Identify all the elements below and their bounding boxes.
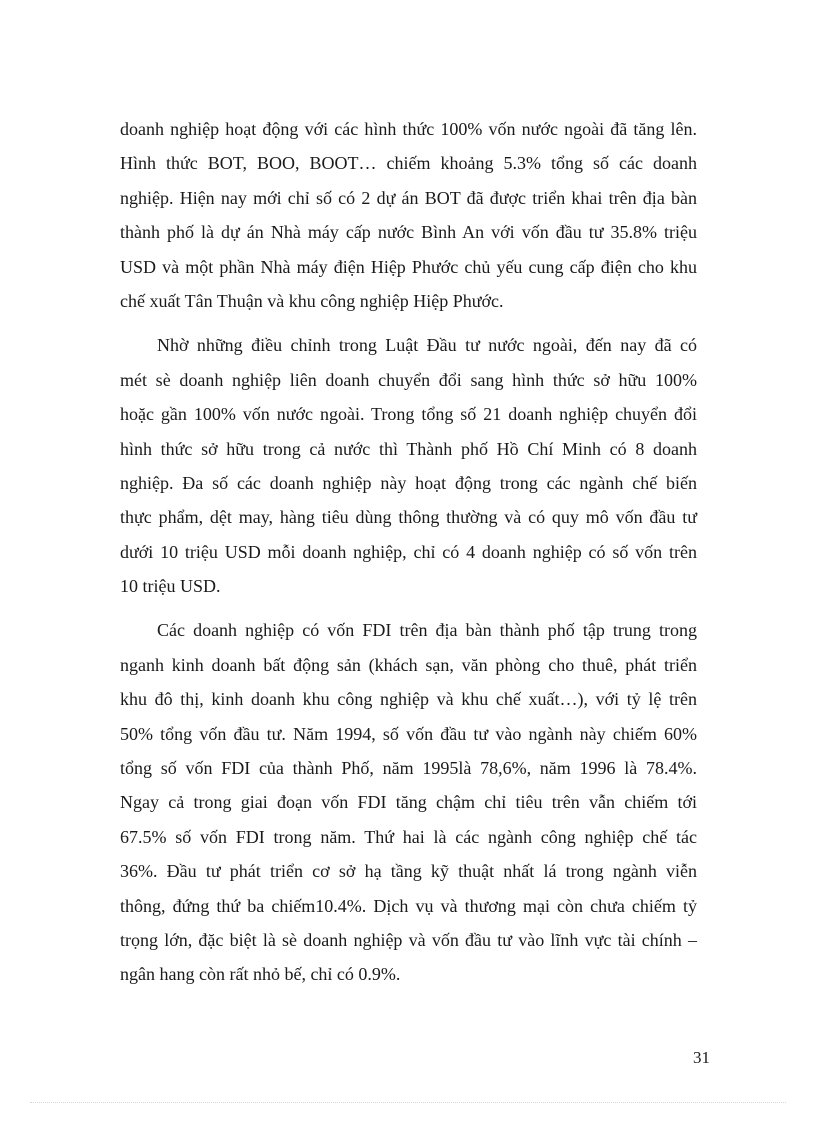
text-line: 67.5% số vốn FDI trong năm. Thứ hai là các ngành công nghiệp chế tác: [120, 826, 697, 847]
text-line: Các doanh nghiệp có vốn FDI trên địa bàn thành phố tập trung trong: [157, 620, 697, 641]
text-line: chế xuất Tân Thuận và khu công nghiệp Hiệp Phước.: [120, 290, 504, 311]
text-line: 36%. Đầu tư phát triển cơ sở hạ tầng kỹ thuật nhất lá trong ngành viễn: [120, 861, 697, 882]
body-text: [120, 112, 697, 992]
text-line: hoặc gần 100% vốn nước ngoài. Trong tổng số 21 doanh nghiệp chuyển đổi: [120, 404, 697, 425]
text-line: Ngay cả trong giai đoạn vốn FDI tăng chậm chỉ tiêu trên vẫn chiếm tới: [120, 792, 697, 813]
text-line: thành phố là dự án Nhà máy cấp nước Bình An với vốn đầu tư 35.8% triệu: [120, 222, 697, 243]
text-line: nghiệp. Đa số các doanh nghiệp này hoạt động trong các ngành chế biến: [120, 472, 697, 493]
text-line: 10 triệu USD.: [120, 576, 221, 597]
text-line: nganh kinh doanh bất động sản (khách sạn, văn phòng cho thuê, phát triển: [120, 654, 697, 675]
text-line: nghiệp. Hiện nay mới chỉ số có 2 dự án BOT đã được triển khai trên địa bàn: [120, 187, 697, 208]
text-line: dưới 10 triệu USD mỗi doanh nghiệp, chỉ có 4 doanh nghiệp có số vốn trên: [120, 541, 697, 562]
paragraph: [120, 613, 697, 991]
text-line: Nhờ những điều chỉnh trong Luật Đầu tư nước ngoài, đến nay đã có: [157, 335, 697, 356]
text-line: tổng số vốn FDI của thành Phố, năm 1995là 78,6%, năm 1996 là 78.4%.: [120, 758, 697, 779]
text-line: Hình thức BOT, BOO, BOOT… chiếm khoảng 5.3% tổng số các doanh: [120, 153, 697, 174]
footer-divider: [30, 1102, 786, 1103]
text-line: USD và một phần Nhà máy điện Hiệp Phước chủ yếu cung cấp điện cho khu: [120, 256, 697, 277]
text-line: ngân hang còn rất nhỏ bế, chỉ có 0.9%.: [120, 964, 401, 985]
text-line: 50% tổng vốn đầu tư. Năm 1994, số vốn đầu tư vào ngành này chiếm 60%: [120, 723, 697, 744]
text-line: mét sè doanh nghiệp liên doanh chuyển đổi sang hình thức sở hữu 100%: [120, 369, 697, 390]
text-line: thông, đứng thứ ba chiếm10.4%. Dịch vụ và thương mại còn chưa chiếm tỷ: [120, 895, 697, 916]
text-line: trọng lớn, đặc biệt là sè doanh nghiệp và vốn đầu tư vào lĩnh vực tài chính –: [120, 929, 697, 950]
paragraph: [120, 112, 697, 318]
paragraph: [120, 328, 697, 603]
text-line: doanh nghiệp hoạt động với các hình thức 100% vốn nước ngoài đã tăng lên.: [120, 119, 697, 139]
page-number: 31: [693, 1048, 710, 1067]
text-line: khu đô thị, kinh doanh khu công nghiệp và khu chế xuất…), với tỷ lệ trên: [120, 689, 697, 710]
text-line: hình thức sở hữu trong cả nước thì Thành phố Hồ Chí Minh có 8 doanh: [120, 438, 697, 459]
text-line: thực phẩm, dệt may, hàng tiêu dùng thông thường và có quy mô vốn đầu tư: [120, 507, 697, 528]
